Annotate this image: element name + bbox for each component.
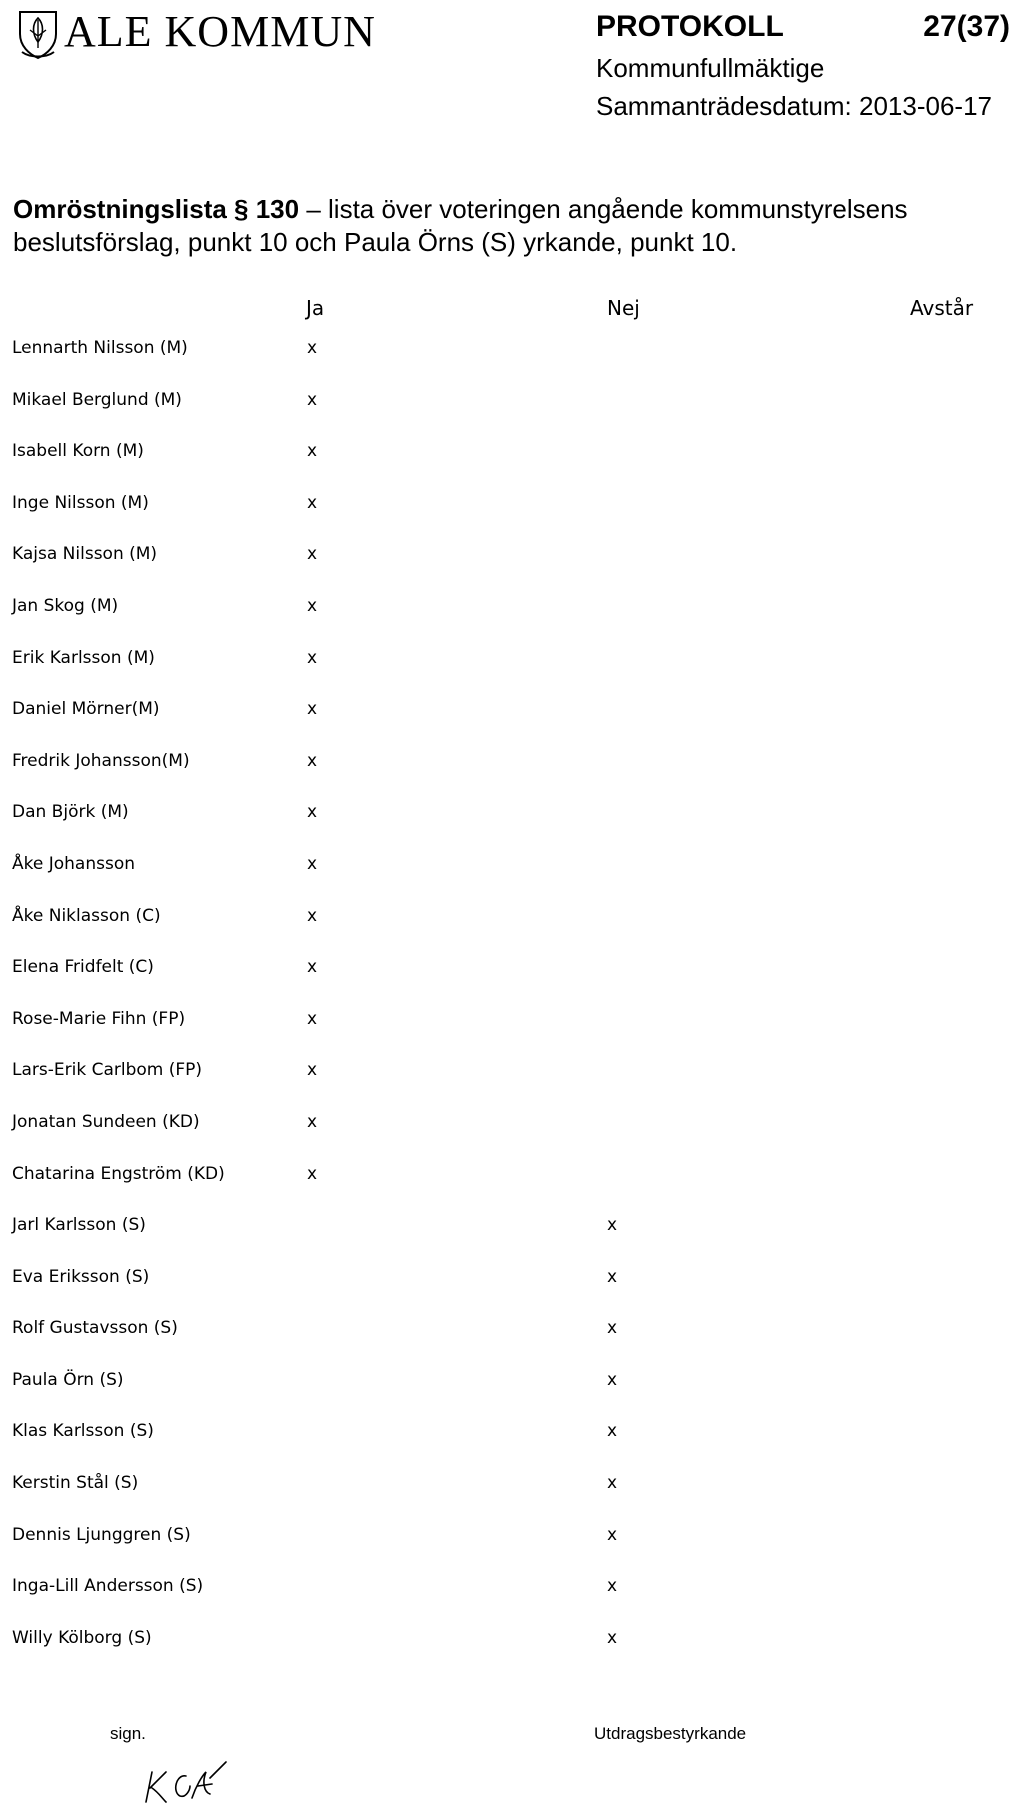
vote-mark-ja: x (307, 595, 318, 616)
table-row (0, 1112, 1024, 1164)
page-number: 27(37) (923, 10, 1010, 43)
vote-table (0, 338, 1024, 1679)
table-row (0, 1473, 1024, 1525)
member-name: Isabell Korn (M) (12, 441, 144, 462)
member-name: Lennarth Nilsson (M) (12, 338, 188, 358)
vote-list-heading (13, 193, 1003, 259)
document-type: PROTOKOLL (596, 10, 784, 43)
table-row (0, 1164, 1024, 1216)
member-name: Paula Örn (S) (12, 1369, 124, 1390)
vote-mark-ja: x (307, 338, 318, 358)
table-row (0, 596, 1024, 648)
vote-mark-nej: x (607, 1627, 618, 1648)
member-name: Klas Karlsson (S) (12, 1421, 154, 1442)
member-name: Inge Nilsson (M) (12, 492, 149, 513)
table-row (0, 1525, 1024, 1577)
table-row (0, 957, 1024, 1009)
table-row (0, 802, 1024, 854)
extract-certification-label: Utdragsbestyrkande (594, 1724, 747, 1743)
table-row (0, 1318, 1024, 1370)
vote-mark-ja: x (307, 389, 318, 410)
table-row (0, 1215, 1024, 1267)
vote-mark-ja: x (307, 802, 318, 823)
organization-name: ALE KOMMUN (64, 7, 376, 56)
vote-mark-ja: x (307, 1163, 318, 1184)
table-row (0, 751, 1024, 803)
vote-mark-ja: x (307, 750, 318, 771)
table-row (0, 338, 1024, 390)
vote-mark-nej: x (607, 1369, 618, 1390)
member-name: Inga-Lill Andersson (S) (12, 1576, 204, 1597)
table-row (0, 1009, 1024, 1061)
vote-mark-nej: x (607, 1473, 618, 1494)
member-name: Dan Björk (M) (12, 802, 129, 823)
table-row (0, 906, 1024, 958)
member-name: Fredrik Johansson(M) (12, 750, 190, 771)
body-name: Kommunfullmäktige (596, 53, 825, 83)
vote-mark-ja: x (307, 544, 318, 565)
member-name: Erik Karlsson (M) (12, 647, 155, 668)
table-row (0, 1421, 1024, 1473)
member-name: Dennis Ljunggren (S) (12, 1524, 191, 1545)
vote-mark-nej: x (607, 1524, 618, 1545)
table-row (0, 390, 1024, 442)
table-row (0, 1267, 1024, 1319)
handwritten-signature (140, 1758, 230, 1806)
member-name: Jarl Karlsson (S) (12, 1215, 146, 1236)
vote-list-description: – lista över voteringen angående kommunstyrelsens beslutsförslag, punkt 10 och Paula Örns (S) yrkande, punkt 10. (13, 194, 908, 257)
vote-mark-ja: x (307, 1008, 318, 1029)
vote-mark-ja: x (307, 1060, 318, 1081)
document-header (0, 0, 1024, 130)
column-header-ja: Ja (306, 296, 325, 320)
vote-mark-ja: x (307, 905, 318, 926)
table-row (0, 493, 1024, 545)
vote-mark-ja: x (307, 647, 318, 668)
table-row (0, 1628, 1024, 1680)
meeting-date: Sammanträdesdatum: 2013-06-17 (596, 91, 993, 121)
member-name: Åke Niklasson (C) (12, 905, 161, 926)
member-name: Jan Skog (M) (12, 595, 119, 616)
member-name: Rose-Marie Fihn (FP) (12, 1008, 186, 1029)
table-row (0, 854, 1024, 906)
member-name: Kajsa Nilsson (M) (12, 544, 158, 565)
sign-label: sign. (110, 1724, 146, 1743)
vote-mark-ja: x (307, 492, 318, 513)
table-row (0, 1370, 1024, 1422)
table-row (0, 648, 1024, 700)
member-name: Åke Johansson (12, 853, 136, 874)
member-name: Mikael Berglund (M) (12, 389, 182, 410)
vote-mark-ja: x (307, 441, 318, 462)
column-header-nej: Nej (607, 296, 640, 320)
vote-mark-nej: x (607, 1576, 618, 1597)
vote-mark-ja: x (307, 957, 318, 978)
member-name: Willy Kölborg (S) (12, 1627, 152, 1648)
vote-mark-ja: x (307, 1111, 318, 1132)
vote-mark-nej: x (607, 1266, 618, 1287)
member-name: Eva Eriksson (S) (12, 1266, 150, 1287)
municipality-crest-icon (16, 8, 60, 60)
table-row (0, 441, 1024, 493)
member-name: Rolf Gustavsson (S) (12, 1318, 178, 1339)
table-row (0, 544, 1024, 596)
member-name: Kerstin Stål (S) (12, 1473, 139, 1494)
table-row (0, 1576, 1024, 1628)
table-row (0, 699, 1024, 751)
member-name: Chatarina Engström (KD) (12, 1163, 225, 1184)
member-name: Daniel Mörner(M) (12, 699, 160, 720)
vote-mark-nej: x (607, 1215, 618, 1236)
vote-list-title: Omröstningslista § 130 (13, 194, 300, 224)
vote-mark-ja: x (307, 853, 318, 874)
column-header-avstar: Avstår (910, 296, 974, 320)
vote-mark-ja: x (307, 699, 318, 720)
table-row (0, 1060, 1024, 1112)
vote-mark-nej: x (607, 1318, 618, 1339)
member-name: Elena Fridfelt (C) (12, 957, 154, 978)
member-name: Lars-Erik Carlbom (FP) (12, 1060, 203, 1081)
member-name: Jonatan Sundeen (KD) (12, 1111, 200, 1132)
vote-mark-nej: x (607, 1421, 618, 1442)
